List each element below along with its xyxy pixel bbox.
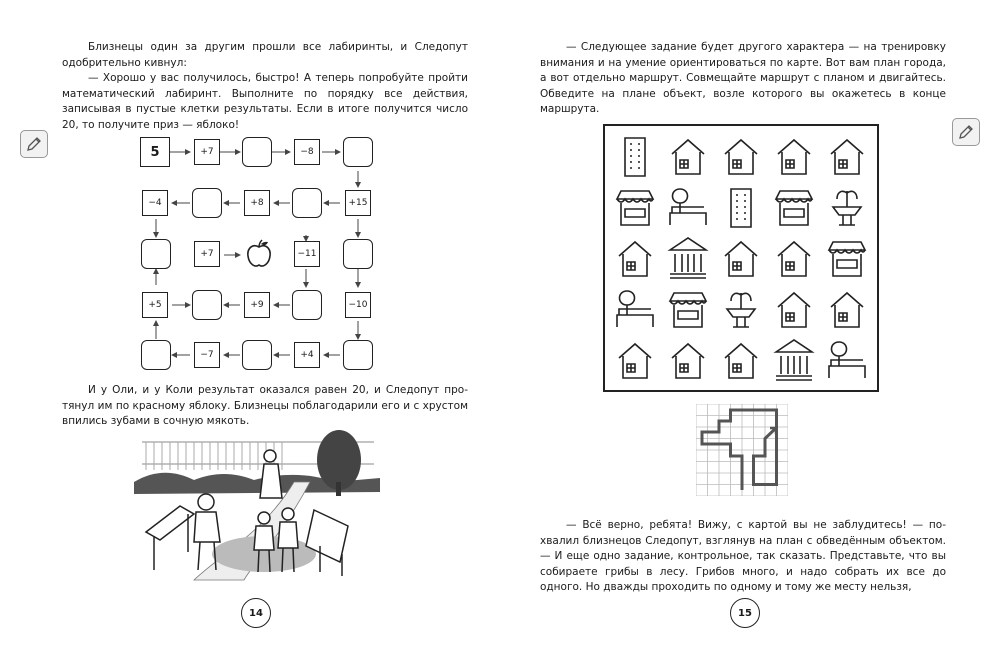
city-map-drawing: [605, 126, 877, 390]
paragraph: И у Оли, и у Коли результат оказался равен 20, и Следопут протянул им по красному яблоку. Близнецы поблагодарили его и с хрустом впились зубами в сочную мякоть.: [62, 384, 468, 427]
paragraph: — Следующее задание будет другого характера — на тренировку внимания и на умение ориентироваться по карте. Вот вам план города, а вот отдельно маршрут. Совмещайте маршрут с планом и двигайтесь. Обведите на плане объект, возле которого вы окажетесь в конце маршрута.: [540, 41, 946, 115]
math-maze: [128, 135, 388, 375]
maze-op-cell: −10: [345, 292, 371, 318]
shop-icon[interactable]: [617, 191, 653, 225]
shop-icon[interactable]: [670, 293, 706, 327]
maze-empty-cell[interactable]: [343, 137, 373, 167]
maze-op-cell: +5: [142, 292, 168, 318]
maze-empty-cell[interactable]: [292, 290, 322, 320]
pencil-icon[interactable]: [952, 118, 980, 146]
fountain-icon[interactable]: [727, 293, 755, 327]
apple-icon: [246, 239, 272, 273]
fountain-icon[interactable]: [833, 191, 861, 225]
museum-icon[interactable]: [776, 340, 812, 380]
maze-op-cell: −7: [194, 342, 220, 368]
house-icon[interactable]: [619, 344, 651, 378]
house-icon[interactable]: [778, 140, 810, 174]
maze-empty-cell[interactable]: [343, 239, 373, 269]
maze-start-cell: 5: [140, 137, 170, 167]
bench-icon[interactable]: [617, 291, 653, 327]
paragraph: Близнецы один за другим прошли все лабиринты, и Следопут одобрительно кивнул:: [62, 41, 468, 69]
museum-icon[interactable]: [670, 238, 706, 278]
maze-op-cell: +8: [244, 190, 270, 216]
page-number: 14: [241, 598, 271, 628]
maze-op-cell: +7: [194, 139, 220, 165]
house-icon[interactable]: [672, 344, 704, 378]
house-icon[interactable]: [831, 293, 863, 327]
right-intro-text: [540, 40, 946, 118]
house-icon[interactable]: [778, 242, 810, 276]
tower-icon[interactable]: [731, 189, 751, 227]
maze-op-cell: +7: [194, 241, 220, 267]
paragraph: — Хорошо у вас получилось, быстро! А теперь попробуйте пройти математический лабиринт. Выполните по порядку все действия, записывая в пустые клетки результаты. Если в итоге получится число 20, то получите приз — яблоко!: [62, 72, 468, 131]
right-page: [500, 0, 1000, 647]
house-icon[interactable]: [672, 140, 704, 174]
maze-empty-cell[interactable]: [192, 290, 222, 320]
house-icon[interactable]: [619, 242, 651, 276]
left-intro-text: [62, 40, 468, 133]
maze-op-cell: +9: [244, 292, 270, 318]
bench-icon[interactable]: [670, 189, 706, 225]
house-icon[interactable]: [725, 242, 757, 276]
house-icon[interactable]: [778, 293, 810, 327]
page-number: 15: [730, 598, 760, 628]
house-icon[interactable]: [831, 140, 863, 174]
maze-op-cell: −4: [142, 190, 168, 216]
maze-op-cell: +4: [294, 342, 320, 368]
maze-empty-cell[interactable]: [343, 340, 373, 370]
paragraph: — Всё верно, ребята! Вижу, с картой вы не заблудитесь! — похвалил близнецов Следопут, взглянув на план с обведённым объектом. — И еще одно задание, контрольное, так сказать. Представьте, что вы собираете грибы в лесу. Грибов много, и надо собрать их все до одного. Но дважды проходить по одному и тому же месту нельзя,: [540, 519, 946, 593]
park-illustration: [134, 422, 380, 582]
shop-icon[interactable]: [776, 191, 812, 225]
maze-empty-cell[interactable]: [141, 239, 171, 269]
maze-op-cell: +15: [345, 190, 371, 216]
right-outro-text: [540, 518, 946, 596]
bench-icon[interactable]: [829, 342, 865, 378]
route-grid: [696, 404, 788, 500]
house-icon[interactable]: [725, 140, 757, 174]
shop-icon[interactable]: [829, 242, 865, 276]
maze-empty-cell[interactable]: [141, 340, 171, 370]
maze-empty-cell[interactable]: [192, 188, 222, 218]
house-icon[interactable]: [725, 344, 757, 378]
maze-empty-cell[interactable]: [242, 137, 272, 167]
maze-op-cell: −8: [294, 139, 320, 165]
city-map: [603, 124, 879, 392]
tower-icon[interactable]: [625, 138, 645, 176]
maze-op-cell: −11: [294, 241, 320, 267]
maze-empty-cell[interactable]: [242, 340, 272, 370]
pencil-icon[interactable]: [20, 130, 48, 158]
maze-empty-cell[interactable]: [292, 188, 322, 218]
